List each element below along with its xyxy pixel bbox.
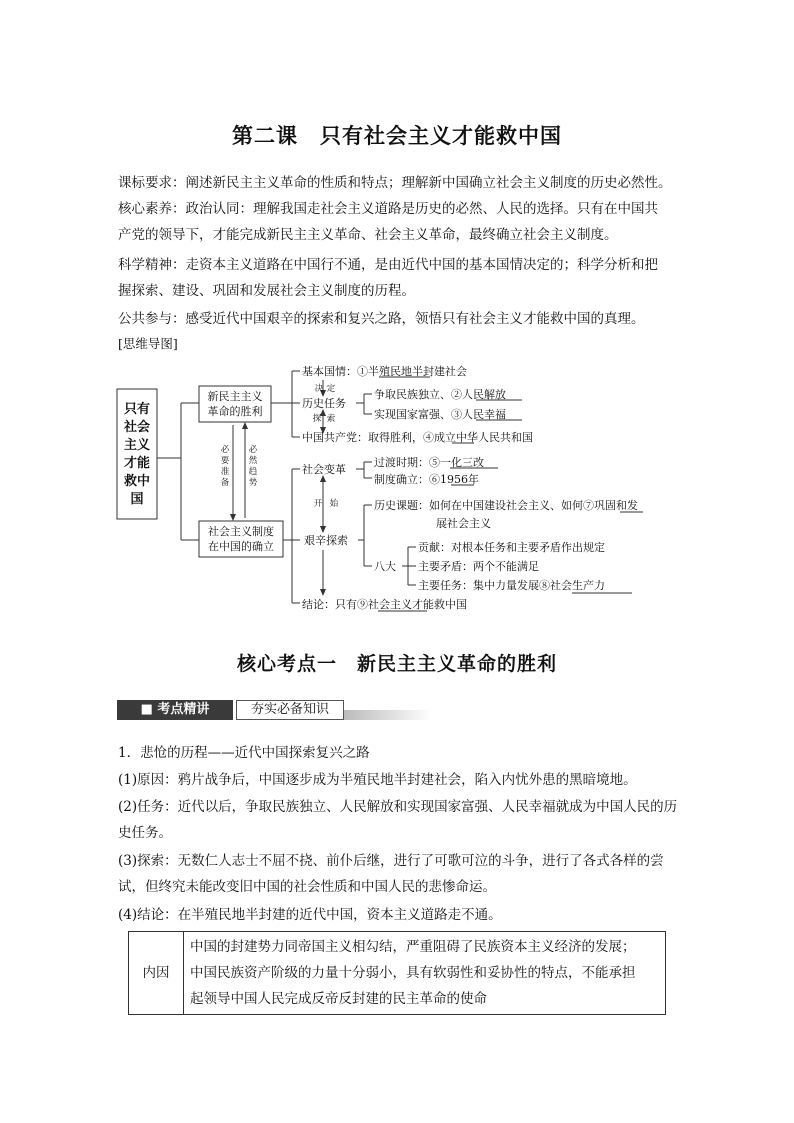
- mindmap-branch1-line-1: 新民主主义: [207, 390, 263, 403]
- standards-science-1: 科学精神：走资本主义道路在中国行不通，是由近代中国的基本国情决定的；科学分析和把: [118, 257, 658, 273]
- contribution-item: 贡献：对根本任务和主要矛盾作出规定: [418, 541, 605, 554]
- arrow-right-char-4: 势: [248, 478, 258, 488]
- table-content: [184, 932, 666, 1015]
- eighth-congress: 八大: [374, 560, 396, 573]
- historical-task: 历史任务: [302, 397, 346, 410]
- table-label: 内因: [129, 932, 184, 1015]
- arrow-left-char-4: 备: [220, 478, 230, 488]
- table-line-3: 起领导中国人民完成反帝反封建的民主革命的使命: [190, 991, 487, 1007]
- task-item-2: 实现国家富强、③人民幸福: [374, 408, 506, 421]
- standards-public: 公共参与：感受近代中国艰辛的探索和复兴之路，领悟只有社会主义才能救中国的真理。: [118, 311, 645, 327]
- conclusion-item: 结论：只有⑨社会主义才能救中国: [302, 598, 467, 611]
- historical-topic-cont: 展社会主义: [436, 517, 491, 530]
- body-paragraph-cause: (1)原因：鸦片战争后，中国逐步成为半殖民地半封建社会，陷入内忧外患的黑暗境地。: [118, 772, 637, 788]
- body-paragraph-task: (2)任务：近代以后，争取民族独立、人民解放和实现国家富强、人民幸福就成为中国人民的历史任务。: [118, 799, 678, 841]
- mindmap-root-line-4: 才能: [123, 456, 151, 471]
- arrow-right-char-3: 趋: [248, 467, 258, 477]
- explore-char-1: 探: [312, 414, 322, 424]
- mindmap-branch2-line-2: 在中国的确立: [208, 540, 274, 553]
- banner-decoration: [344, 710, 432, 720]
- start-char-1: 开: [313, 499, 323, 509]
- arrow-left-char-2: 要: [220, 456, 230, 466]
- reason-table: [128, 931, 666, 1015]
- arrow-left-char-1: 必: [220, 445, 230, 455]
- standards-science-2: 握探索、建设、巩固和发展社会主义制度的历程。: [118, 283, 415, 299]
- decide-char-2: 定: [326, 384, 336, 394]
- mindmap-branch1-line-2: 革命的胜利: [207, 405, 263, 418]
- transition-item: 过渡时期：⑤一化三改: [374, 456, 484, 469]
- mindmap-root-line-3: 主义: [123, 438, 151, 453]
- mindmap-root-line-6: 国: [130, 492, 144, 507]
- page-title: 第二课 只有社会主义才能救中国: [232, 123, 562, 148]
- mindmap-root-line-1: 只有: [123, 402, 151, 417]
- main-task-item: 主要任务：集中力量发展⑧社会生产力: [418, 579, 605, 592]
- table-row: [129, 932, 666, 1015]
- basic-condition: 基本国情：①半殖民地半封建社会: [302, 365, 467, 378]
- task-item-1: 争取民族独立、②人民解放: [374, 388, 506, 401]
- standards-literacy-2: 产党的领导下，才能完成新民主主义革命、社会主义革命，最终确立社会主义制度。: [118, 227, 618, 243]
- ccp-item: 中国共产党：取得胜利，④成立中华人民共和国: [302, 431, 533, 444]
- body-paragraph-conclusion: (4)结论：在半殖民地半封建的近代中国，资本主义道路走不通。: [118, 907, 502, 923]
- section-title: 核心考点一 新民主主义革命的胜利: [236, 653, 557, 675]
- mindmap-label: [思维导图]: [118, 336, 178, 351]
- body-paragraph-exploration: (3)探索：无数仁人志士不屈不挠、前仆后继，进行了可歌可泣的斗争，进行了各式各样的尝试，但终究未能改变旧中国的社会性质和中国人民的悲惨命运。: [118, 853, 664, 895]
- start-char-2: 始: [329, 499, 339, 509]
- arrow-left-char-3: 准: [220, 467, 230, 477]
- historical-topic: 历史课题：如何在中国建设社会主义、如何⑦巩固和发: [374, 499, 638, 512]
- arrow-right-char-2: 然: [248, 456, 258, 466]
- hard-exploration: 艰辛探索: [304, 534, 348, 547]
- standards-requirement: 课标要求：阐述新民主主义革命的性质和特点；理解新中国确立社会主义制度的历史必然性。: [118, 175, 672, 191]
- standards-literacy-1: 核心素养：政治认同：理解我国走社会主义道路是历史的必然、人民的选择。只有在中国共: [118, 201, 658, 217]
- banner-subtitle: 夯实必备知识: [236, 700, 344, 720]
- system-item: 制度确立：⑥1956年: [374, 473, 479, 486]
- mindmap-root-line-2: 社会: [123, 420, 151, 435]
- table-line-2: 中国民族资产阶级的力量十分弱小，具有软弱性和妥协性的特点，不能承担: [190, 965, 636, 981]
- arrow-right-char-1: 必: [248, 445, 258, 455]
- banner-key-points: ■ 考点精讲: [117, 700, 233, 720]
- mindmap-root-line-5: 救中: [123, 474, 151, 489]
- table-line-1: 中国的封建势力同帝国主义相勾结，严重阻碍了民族资本主义经济的发展；: [190, 939, 636, 955]
- social-change: 社会变革: [302, 463, 346, 476]
- mindmap-branch2-line-1: 社会主义制度: [208, 525, 274, 538]
- explore-char-2: 索: [326, 414, 336, 424]
- body-heading-1: 1．悲怆的历程——近代中国探索复兴之路: [118, 745, 370, 761]
- contradiction-item: 主要矛盾：两个不能满足: [418, 560, 539, 573]
- decide-char-1: 决: [314, 384, 324, 394]
